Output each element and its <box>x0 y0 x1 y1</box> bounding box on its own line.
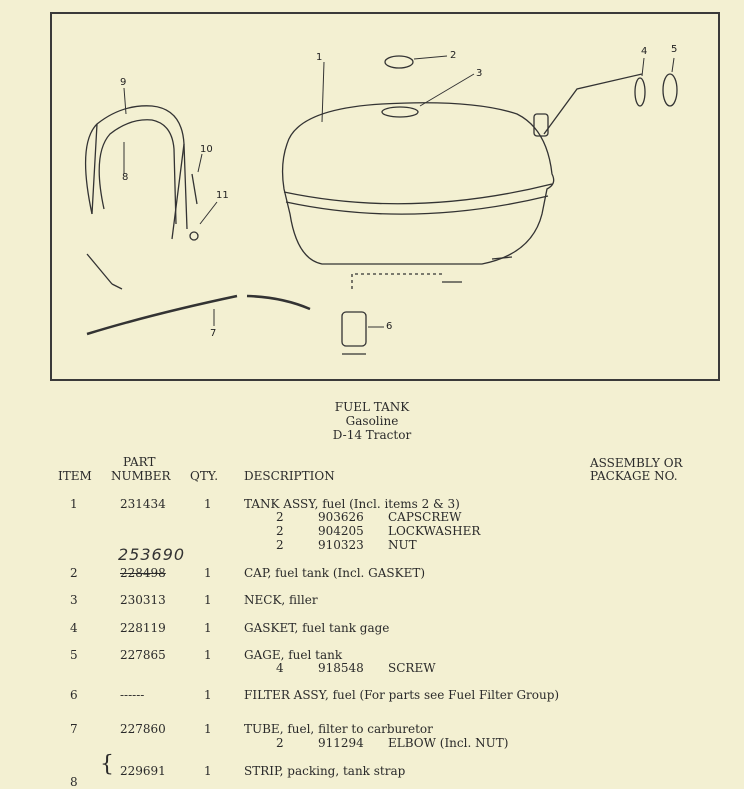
header-assembly-line1: ASSEMBLY OR <box>590 456 683 470</box>
row-item: 7 <box>70 722 78 736</box>
row-desc: NECK, filler <box>244 593 318 607</box>
callout-9: 9 <box>120 77 127 88</box>
header-assembly-line2: PACKAGE NO. <box>590 469 678 483</box>
row-qty: 1 <box>204 497 212 511</box>
row-item: 8 <box>70 775 78 789</box>
sub-qty: 4 <box>276 661 284 675</box>
title-line3: D-14 Tractor <box>332 428 412 442</box>
row-part: 228119 <box>120 621 166 635</box>
row-desc: GASKET, fuel tank gage <box>244 621 390 635</box>
callout-7: 7 <box>210 328 217 339</box>
row-part: 227860 <box>120 722 166 736</box>
title-line1: FUEL TANK <box>334 400 410 414</box>
header-description: DESCRIPTION <box>244 469 335 483</box>
parts-diagram <box>50 12 720 381</box>
row-item: 5 <box>70 648 78 662</box>
sub-qty: 2 <box>276 524 284 538</box>
header-part-line1: PART <box>123 455 156 469</box>
row-part-struck: 228498 <box>120 566 166 580</box>
callout-10: 10 <box>200 144 213 155</box>
row-desc: FILTER ASSY, fuel (For parts see Fuel Filter Group) <box>244 688 560 702</box>
row-part: ------ <box>120 688 145 702</box>
callout-4: 4 <box>641 46 648 57</box>
title-line2: Gasoline <box>345 414 399 428</box>
sub-part: 910323 <box>318 538 364 552</box>
row-qty: 1 <box>204 648 212 662</box>
sub-desc: SCREW <box>388 661 436 675</box>
row-item: 1 <box>70 497 78 511</box>
row-desc: TANK ASSY, fuel (Incl. items 2 & 3) <box>244 497 460 511</box>
sub-desc: ELBOW (Incl. NUT) <box>388 736 509 750</box>
row-qty: 1 <box>204 621 212 635</box>
row-item: 2 <box>70 566 78 580</box>
row-qty: 1 <box>204 593 212 607</box>
sub-qty: 2 <box>276 538 284 552</box>
brace-glyph: { <box>100 752 114 777</box>
callout-2: 2 <box>450 50 457 61</box>
fuel-tank-illustration <box>52 14 718 379</box>
row-desc: TUBE, fuel, filter to carburetor <box>244 722 433 736</box>
callout-5: 5 <box>671 44 678 55</box>
header-qty: QTY. <box>190 469 219 483</box>
row-item: 4 <box>70 621 78 635</box>
handwritten-part-number: 253690 <box>118 545 186 564</box>
row-qty: 1 <box>204 764 212 778</box>
callout-11: 11 <box>216 190 229 201</box>
sub-part: 911294 <box>318 736 364 750</box>
callout-8: 8 <box>122 172 129 183</box>
row-part: 231434 <box>120 497 166 511</box>
sub-desc: CAPSCREW <box>388 510 462 524</box>
row-desc: CAP, fuel tank (Incl. GASKET) <box>244 566 426 580</box>
callout-3: 3 <box>476 68 483 79</box>
row-desc: GAGE, fuel tank <box>244 648 343 662</box>
sub-part: 903626 <box>318 510 364 524</box>
row-qty: 1 <box>204 688 212 702</box>
callout-6: 6 <box>386 321 393 332</box>
sub-qty: 2 <box>276 736 284 750</box>
row-item: 6 <box>70 688 78 702</box>
row-qty: 1 <box>204 566 212 580</box>
row-part: 230313 <box>120 593 166 607</box>
header-part-line2: NUMBER <box>111 469 171 483</box>
sub-qty: 2 <box>276 510 284 524</box>
sub-desc: LOCKWASHER <box>388 524 481 538</box>
row-desc: STRIP, packing, tank strap <box>244 764 406 778</box>
row-part: 229691 <box>120 764 166 778</box>
header-item: ITEM <box>58 469 92 483</box>
row-qty: 1 <box>204 722 212 736</box>
sub-desc: NUT <box>388 538 417 552</box>
row-item: 3 <box>70 593 78 607</box>
callout-1: 1 <box>316 52 323 63</box>
row-part: 227865 <box>120 648 166 662</box>
sub-part: 918548 <box>318 661 364 675</box>
sub-part: 904205 <box>318 524 364 538</box>
